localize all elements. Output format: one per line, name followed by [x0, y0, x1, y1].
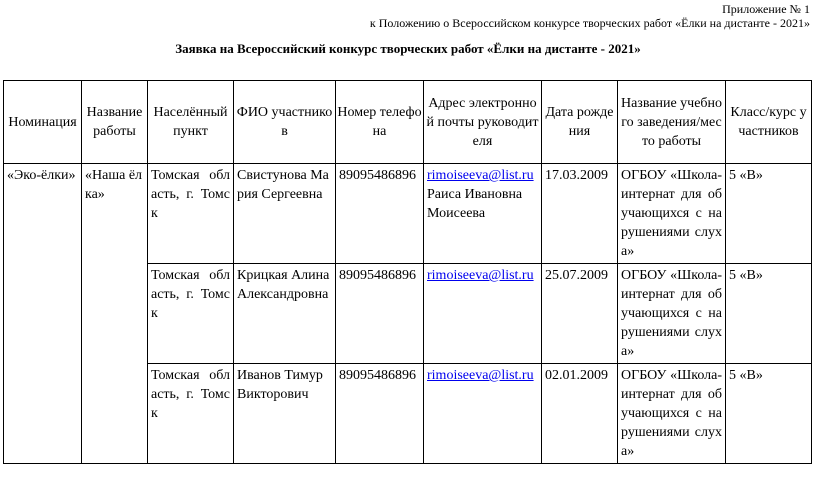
- header-nomination: Номинация: [4, 81, 82, 164]
- email-link[interactable]: rimoiseeva@list.ru: [427, 268, 534, 283]
- locality-cell: Томская область, г. Томск: [148, 264, 234, 364]
- header-participant-name: ФИО участников: [234, 81, 336, 164]
- supervisor-name: Раиса Ивановна Моисеева: [427, 187, 523, 221]
- appendix-line-1: Приложение № 1: [722, 2, 810, 16]
- email-cell: [424, 364, 542, 464]
- header-grade: Класс/курс участников: [726, 81, 812, 164]
- birth-date-cell: 17.03.2009: [542, 164, 618, 264]
- locality-cell: Томская область, г. Томск: [148, 164, 234, 264]
- phone-cell: 89095486896: [336, 264, 424, 364]
- header-phone: Номер телефона: [336, 81, 424, 164]
- nomination-cell: «Эко-ёлки»: [4, 164, 82, 464]
- header-email: Адрес электронной почты руководителя: [424, 81, 542, 164]
- phone-cell: 89095486896: [336, 164, 424, 264]
- grade-cell: 5 «В»: [726, 164, 812, 264]
- participant-name-cell: Крицкая Алина Александровна: [234, 264, 336, 364]
- appendix-line-2: к Положению о Всероссийском конкурсе творческих работ «Ёлки на дистанте - 2021»: [369, 16, 810, 30]
- application-table: [3, 80, 812, 464]
- participant-name-cell: Иванов Тимур Викторович: [234, 364, 336, 464]
- email-cell: [424, 264, 542, 364]
- header-birth-date: Дата рождения: [542, 81, 618, 164]
- school-cell: ОГБОУ «Школа-интернат для обучающихся с нарушениями слуха»: [618, 164, 726, 264]
- school-cell: ОГБОУ «Школа-интернат для обучающихся с нарушениями слуха»: [618, 364, 726, 464]
- grade-cell: 5 «В»: [726, 264, 812, 364]
- table-header-row: [4, 81, 812, 164]
- table-row: [4, 164, 812, 264]
- appendix-note: [370, 2, 810, 30]
- locality-cell: Томская область, г. Томск: [148, 364, 234, 464]
- school-cell: ОГБОУ «Школа-интернат для обучающихся с нарушениями слуха»: [618, 264, 726, 364]
- phone-cell: 89095486896: [336, 364, 424, 464]
- document-title: Заявка на Всероссийский конкурс творческих работ «Ёлки на дистанте - 2021»: [175, 41, 641, 56]
- email-link[interactable]: rimoiseeva@list.ru: [427, 368, 534, 383]
- email-cell: [424, 164, 542, 264]
- participant-name-cell: Свистунова Мария Сергеевна: [234, 164, 336, 264]
- birth-date-cell: 02.01.2009: [542, 364, 618, 464]
- header-school: Название учебного заведения/место работы: [618, 81, 726, 164]
- email-link[interactable]: rimoiseeva@list.ru: [427, 168, 534, 183]
- header-work-title: Название работы: [82, 81, 148, 164]
- header-locality: Населённый пункт: [148, 81, 234, 164]
- grade-cell: 5 «В»: [726, 364, 812, 464]
- birth-date-cell: 25.07.2009: [542, 264, 618, 364]
- work-title-cell: «Наша ёлка»: [82, 164, 148, 464]
